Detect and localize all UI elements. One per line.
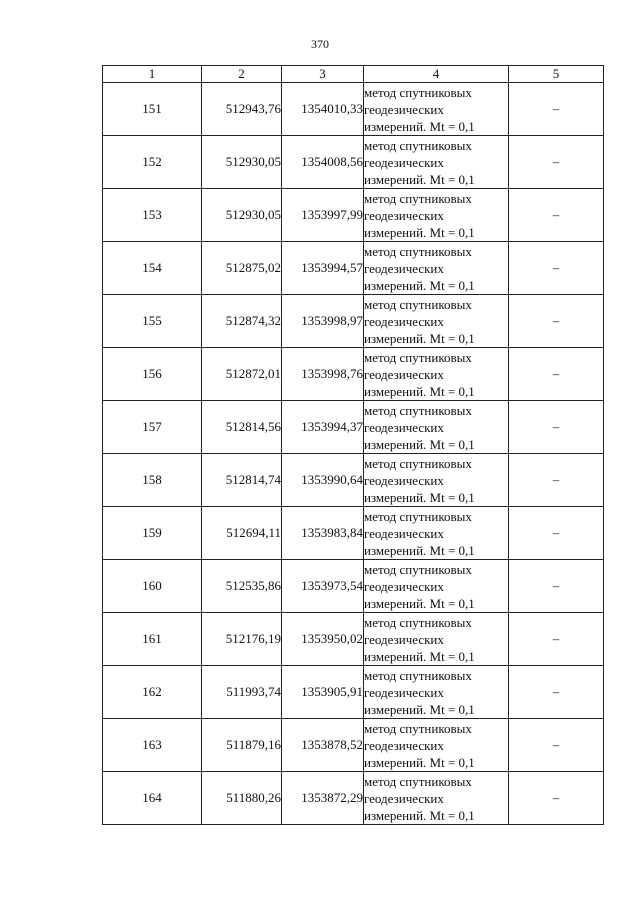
table-row xyxy=(103,719,604,772)
column-header-1: 1 xyxy=(103,66,202,83)
table-row xyxy=(103,666,604,719)
column-header-5: 5 xyxy=(509,66,604,83)
note-dash: – xyxy=(509,189,604,242)
coordinate-x: 511879,16 xyxy=(202,719,282,772)
note-dash: – xyxy=(509,560,604,613)
table-row xyxy=(103,295,604,348)
coordinate-y: 1353994,37 xyxy=(282,401,364,454)
point-number: 151 xyxy=(103,83,202,136)
point-number: 154 xyxy=(103,242,202,295)
method-description: метод спутниковых геодезических измерений. Mt = 0,1 xyxy=(364,295,509,348)
table-row xyxy=(103,507,604,560)
point-number: 164 xyxy=(103,772,202,825)
coordinate-x: 511880,26 xyxy=(202,772,282,825)
coordinate-y: 1353998,76 xyxy=(282,348,364,401)
method-description: метод спутниковых геодезических измерений. Mt = 0,1 xyxy=(364,348,509,401)
method-description: метод спутниковых геодезических измерений. Mt = 0,1 xyxy=(364,772,509,825)
method-description: метод спутниковых геодезических измерений. Mt = 0,1 xyxy=(364,83,509,136)
method-description: метод спутниковых геодезических измерений. Mt = 0,1 xyxy=(364,136,509,189)
point-number: 163 xyxy=(103,719,202,772)
table-row xyxy=(103,242,604,295)
note-dash: – xyxy=(509,666,604,719)
coordinate-x: 512874,32 xyxy=(202,295,282,348)
coordinate-y: 1353973,54 xyxy=(282,560,364,613)
coordinate-x: 512694,11 xyxy=(202,507,282,560)
note-dash: – xyxy=(509,401,604,454)
method-description: метод спутниковых геодезических измерений. Mt = 0,1 xyxy=(364,613,509,666)
coordinate-x: 512176,19 xyxy=(202,613,282,666)
method-description: метод спутниковых геодезических измерений. Mt = 0,1 xyxy=(364,666,509,719)
point-number: 160 xyxy=(103,560,202,613)
table-row xyxy=(103,772,604,825)
point-number: 161 xyxy=(103,613,202,666)
note-dash: – xyxy=(509,242,604,295)
note-dash: – xyxy=(509,83,604,136)
point-number: 162 xyxy=(103,666,202,719)
note-dash: – xyxy=(509,295,604,348)
method-description: метод спутниковых геодезических измерений. Mt = 0,1 xyxy=(364,507,509,560)
coordinate-x: 512930,05 xyxy=(202,136,282,189)
coordinate-y: 1353983,84 xyxy=(282,507,364,560)
method-description: метод спутниковых геодезических измерений. Mt = 0,1 xyxy=(364,454,509,507)
method-description: метод спутниковых геодезических измерений. Mt = 0,1 xyxy=(364,189,509,242)
note-dash: – xyxy=(509,613,604,666)
point-number: 158 xyxy=(103,454,202,507)
note-dash: – xyxy=(509,454,604,507)
table-row xyxy=(103,189,604,242)
method-description: метод спутниковых геодезических измерений. Mt = 0,1 xyxy=(364,401,509,454)
method-description: метод спутниковых геодезических измерений. Mt = 0,1 xyxy=(364,242,509,295)
coordinate-y: 1353990,64 xyxy=(282,454,364,507)
page-number: 370 xyxy=(311,37,329,51)
coordinate-x: 512930,05 xyxy=(202,189,282,242)
note-dash: – xyxy=(509,772,604,825)
table-row xyxy=(103,83,604,136)
coordinates-table xyxy=(102,65,604,825)
coordinate-y: 1353998,97 xyxy=(282,295,364,348)
table-row xyxy=(103,136,604,189)
table-row xyxy=(103,560,604,613)
method-description: метод спутниковых геодезических измерений. Mt = 0,1 xyxy=(364,719,509,772)
table-row xyxy=(103,613,604,666)
coordinate-y: 1353872,29 xyxy=(282,772,364,825)
coordinate-y: 1353950,02 xyxy=(282,613,364,666)
coordinate-y: 1353905,91 xyxy=(282,666,364,719)
note-dash: – xyxy=(509,507,604,560)
coordinate-x: 512872,01 xyxy=(202,348,282,401)
coordinate-y: 1354008,56 xyxy=(282,136,364,189)
method-description: метод спутниковых геодезических измерений. Mt = 0,1 xyxy=(364,560,509,613)
coordinate-x: 512535,86 xyxy=(202,560,282,613)
column-header-3: 3 xyxy=(282,66,364,83)
coordinate-x: 512943,76 xyxy=(202,83,282,136)
coordinate-x: 511993,74 xyxy=(202,666,282,719)
point-number: 152 xyxy=(103,136,202,189)
coordinate-x: 512814,56 xyxy=(202,401,282,454)
point-number: 159 xyxy=(103,507,202,560)
table-row xyxy=(103,348,604,401)
coordinate-y: 1353994,57 xyxy=(282,242,364,295)
table-row xyxy=(103,454,604,507)
coordinate-y: 1354010,33 xyxy=(282,83,364,136)
coordinate-x: 512814,74 xyxy=(202,454,282,507)
coordinate-y: 1353997,99 xyxy=(282,189,364,242)
coordinate-x: 512875,02 xyxy=(202,242,282,295)
note-dash: – xyxy=(509,719,604,772)
point-number: 156 xyxy=(103,348,202,401)
note-dash: – xyxy=(509,136,604,189)
table-row xyxy=(103,401,604,454)
column-header-4: 4 xyxy=(364,66,509,83)
header-row xyxy=(103,66,604,83)
point-number: 155 xyxy=(103,295,202,348)
point-number: 157 xyxy=(103,401,202,454)
coordinate-y: 1353878,52 xyxy=(282,719,364,772)
note-dash: – xyxy=(509,348,604,401)
point-number: 153 xyxy=(103,189,202,242)
column-header-2: 2 xyxy=(202,66,282,83)
